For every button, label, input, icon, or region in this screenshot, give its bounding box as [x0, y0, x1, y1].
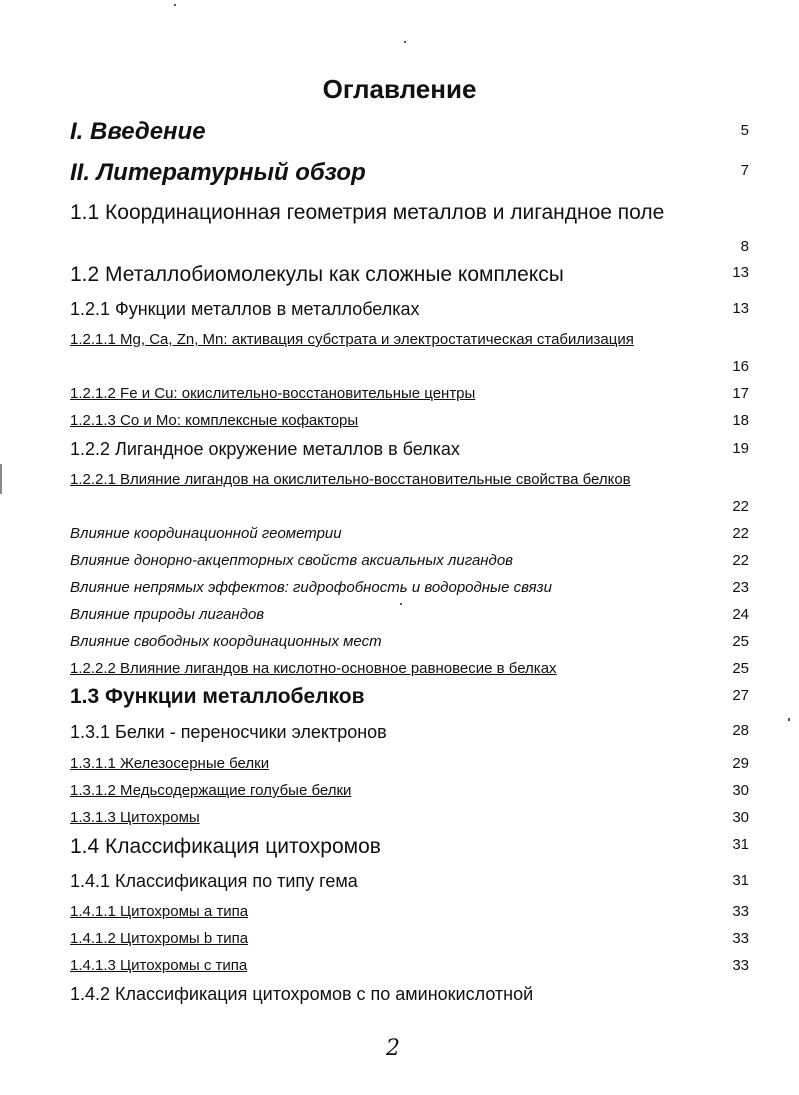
toc-entry-1-3-1-1: 1.3.1.1 Железосерные белки — [70, 755, 270, 772]
scan-speck — [788, 718, 790, 721]
toc-page-number: 13 — [732, 300, 749, 317]
toc-entry-ligand-nature: Влияние природы лигандов — [70, 606, 265, 623]
toc-page-number: 25 — [732, 660, 749, 677]
toc-page-number: 17 — [732, 385, 749, 402]
toc-page-number: 22 — [732, 498, 749, 515]
toc-entry-1-2-1: 1.2.1 Функции металлов в металлобелках — [70, 299, 420, 319]
toc-page-number: 33 — [732, 957, 749, 974]
toc-page-number: 33 — [732, 930, 749, 947]
toc-page-number: 13 — [732, 264, 749, 281]
toc-entry-1-3-1-3: 1.3.1.3 Цитохромы — [70, 809, 200, 826]
toc-entry-1-2: 1.2 Металлобиомолекулы как сложные комплексы — [70, 263, 564, 286]
toc-entry-1-2-1-2: 1.2.1.2 Fe и Cu: окислительно-восстановительные центры — [70, 385, 476, 402]
toc-entry-1-3-1: 1.3.1 Белки - переносчики электронов — [70, 722, 387, 742]
toc-entry-1-4-1: 1.4.1 Классификация по типу гема — [70, 871, 358, 891]
toc-entry-1-1: 1.1 Координационная геометрия металлов и лигандное поле — [70, 201, 665, 224]
toc-entry-introduction: I. Введение — [70, 118, 206, 145]
toc-page-number: 8 — [740, 238, 749, 255]
toc-page-number: 33 — [732, 903, 749, 920]
toc-entry-1-2-2-2: 1.2.2.2 Влияние лигандов на кислотно-основное равновесие в белках — [70, 660, 557, 677]
toc-entry-1-2-2: 1.2.2 Лигандное окружение металлов в белках — [70, 439, 460, 459]
toc-entry-1-2-1-3: 1.2.1.3 Co и Mo: комплексные кофакторы — [70, 412, 359, 429]
toc-entry-literature-review: II. Литературный обзор — [70, 159, 366, 186]
toc-entry-1-2-2-1: 1.2.2.1 Влияние лигандов на окислительно-восстановительные свойства белков — [70, 471, 631, 488]
toc-page-number: 25 — [732, 633, 749, 650]
toc-page-number: 19 — [732, 440, 749, 457]
toc-page-number: 30 — [732, 782, 749, 799]
toc-page-number: 23 — [732, 579, 749, 596]
scan-speck — [404, 41, 406, 43]
toc-page-number: 27 — [732, 687, 749, 704]
toc-entry-donor-acceptor: Влияние донорно-акцепторных свойств аксиальных лигандов — [70, 552, 514, 569]
toc-page-number: 7 — [740, 162, 749, 179]
toc-page-number: 22 — [732, 525, 749, 542]
scan-speck — [0, 464, 2, 494]
toc-entry-1-4: 1.4 Классификация цитохромов — [70, 835, 381, 858]
toc-entry-1-4-1-2: 1.4.1.2 Цитохромы b типа — [70, 930, 249, 947]
toc-page-number: 28 — [732, 722, 749, 739]
toc-entry-1-3: 1.3 Функции металлобелков — [70, 685, 365, 708]
toc-entry-coordination-geometry: Влияние координационной геометрии — [70, 525, 342, 542]
toc-page-number: 31 — [732, 872, 749, 889]
toc-page-number: 24 — [732, 606, 749, 623]
toc-entry-indirect-effects: Влияние непрямых эффектов: гидрофобность и водородные связи — [70, 579, 552, 596]
toc-entry-1-4-1-1: 1.4.1.1 Цитохромы a типа — [70, 903, 249, 920]
scan-speck — [174, 4, 176, 6]
toc-title: Оглавление — [322, 74, 477, 104]
toc-page-number: 16 — [732, 358, 749, 375]
scan-speck — [400, 603, 402, 605]
toc-entry-1-4-1-3: 1.4.1.3 Цитохромы c типа — [70, 957, 248, 974]
toc-page-number: 5 — [740, 122, 749, 139]
toc-entry-1-2-1-1: 1.2.1.1 Mg, Ca, Zn, Mn: активация субстрата и электростатическая стабилизация — [70, 331, 634, 348]
toc-page-number: 30 — [732, 809, 749, 826]
toc-page-number: 18 — [732, 412, 749, 429]
toc-page-number: 31 — [732, 836, 749, 853]
toc-page-number: 29 — [732, 755, 749, 772]
toc-entry-1-4-2: 1.4.2 Классификация цитохромов c по аминокислотной — [70, 984, 534, 1004]
toc-page-number: 22 — [732, 552, 749, 569]
toc-entry-1-3-1-2: 1.3.1.2 Медьсодержащие голубые белки — [70, 782, 352, 799]
page-number-footer: 2 — [386, 1036, 400, 1061]
toc-entry-free-coordination-sites: Влияние свободных координационных мест — [70, 633, 382, 650]
